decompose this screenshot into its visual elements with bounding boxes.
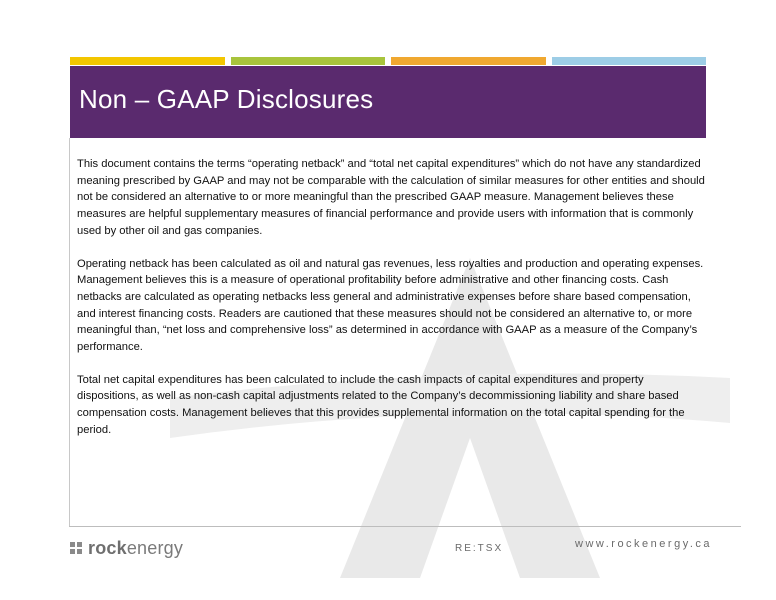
accent-bar-blue [552, 57, 707, 65]
paragraph-3: Total net capital expenditures has been calculated to include the cash impacts of capital expenditures and property dispositions, as well as non-cash capital adjustments related to the Company’s decommissioning liability and share based compensation costs. Management believes that this provides supplemental information on the total capital spending for the period. [77, 373, 685, 436]
paragraph-2: Operating netback has been calculated as oil and natural gas revenues, less royalties and production and operating expenses. Management believes this is a measure of operational profitability before administrative and other financing costs. Cash netbacks are calculated as operating netbacks less general and administrative expenses before share based compensation, and interest financing costs. Readers are cautioned that these measures should not be considered an alternative to, or more meaningful than, “net loss and comprehensive loss” as determined in accordance with GAAP as a measure of the Company’s performance. [77, 257, 704, 354]
logo-grid-icon [70, 542, 83, 555]
title-band [70, 66, 706, 138]
paragraph-1: This document contains the terms “operating netback” and “total net capital expenditures” which do not have any standardized meaning prescribed by GAAP and may not be comparable with the calculation of similar measures for other entities and should not be considered an alternative to or more meaningful than the prescribed GAAP measure. Management believes these measures are helpful supplementary measures of financial performance and provide users with information that is commonly used by other oil and gas companies. [77, 158, 705, 237]
logo-wordmark-rock: rock [88, 538, 127, 558]
logo-wordmark-energy: energy [126, 538, 184, 558]
company-logo [70, 538, 183, 559]
website-url: www.rockenergy.ca [575, 538, 713, 550]
body-text [77, 156, 705, 455]
accent-color-bars [70, 57, 706, 65]
accent-bar-yellow [70, 57, 225, 65]
accent-bar-green [231, 57, 386, 65]
exchange-ticker: RE:TSX [455, 543, 504, 554]
accent-bar-orange [391, 57, 546, 65]
logo-wordmark [88, 538, 183, 559]
page-title: Non – GAAP Disclosures [79, 84, 374, 114]
footer-divider [69, 526, 741, 527]
